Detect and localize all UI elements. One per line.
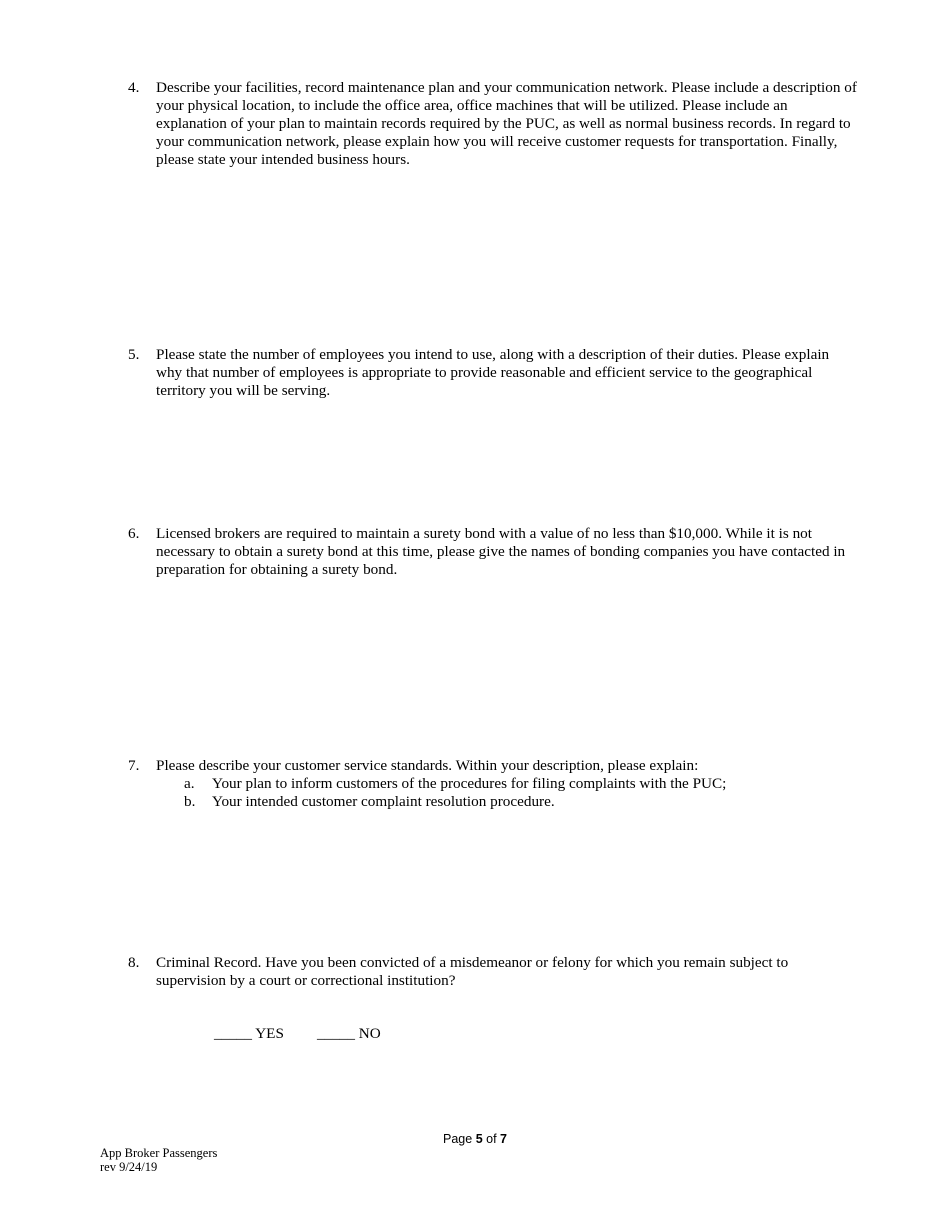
question-number: 8. — [128, 954, 140, 971]
item-text: Your intended customer complaint resolution procedure. — [212, 793, 555, 810]
question-4 — [128, 79, 858, 169]
question-text: Licensed brokers are required to maintain a surety bond with a value of no less than $10,000. While it is not necessary to obtain a surety bond at this time, please give the names of bonding companies you have contacted in preparation for obtaining a surety bond. — [156, 525, 846, 578]
question-7-item-b — [184, 793, 844, 811]
form-name: App Broker Passengers — [100, 1146, 218, 1160]
question-7-item-a — [184, 775, 844, 793]
question-text: Please state the number of employees you intend to use, along with a description of their duties. Please explain why that number of employees is appropriate to provide reasonable and efficient service to the geographical territory you will be serving. — [156, 346, 830, 399]
item-text: Your plan to inform customers of the procedures for filing complaints with the PUC; — [212, 775, 727, 792]
current-page: 5 — [475, 1132, 483, 1146]
question-number: 4. — [128, 79, 140, 96]
revision-date: rev 9/24/19 — [100, 1160, 158, 1174]
question-8 — [128, 954, 858, 990]
no-answer-blank[interactable]: _____ NO — [317, 1025, 381, 1042]
question-text: Please describe your customer service standards. Within your description, please explain: — [156, 757, 699, 774]
question-number: 5. — [128, 346, 140, 363]
item-letter: b. — [184, 793, 196, 810]
question-text: Criminal Record. Have you been convicted of a misdemeanor or felony for which you remain subject to supervision by a court or correctional institution? — [156, 954, 789, 989]
question-text: Describe your facilities, record maintenance plan and your communication network. Please include a description of your physical location, to include the office area, office machines that will be utilized. Please include an explanation of your plan to maintain records required by the PUC, as well as normal business records. In regard to your communication network, please explain how you will receive customer requests for transportation. Finally, please state your intended business hours. — [156, 79, 857, 168]
question-number: 6. — [128, 525, 140, 542]
question-5 — [128, 346, 858, 400]
question-7 — [128, 757, 858, 775]
question-6 — [128, 525, 858, 579]
page-number: Page 5 of 7 — [443, 1132, 507, 1146]
item-letter: a. — [184, 775, 195, 792]
question-number: 7. — [128, 757, 140, 774]
yes-answer-blank[interactable]: _____ YES — [214, 1025, 284, 1042]
total-pages: 7 — [500, 1132, 507, 1146]
